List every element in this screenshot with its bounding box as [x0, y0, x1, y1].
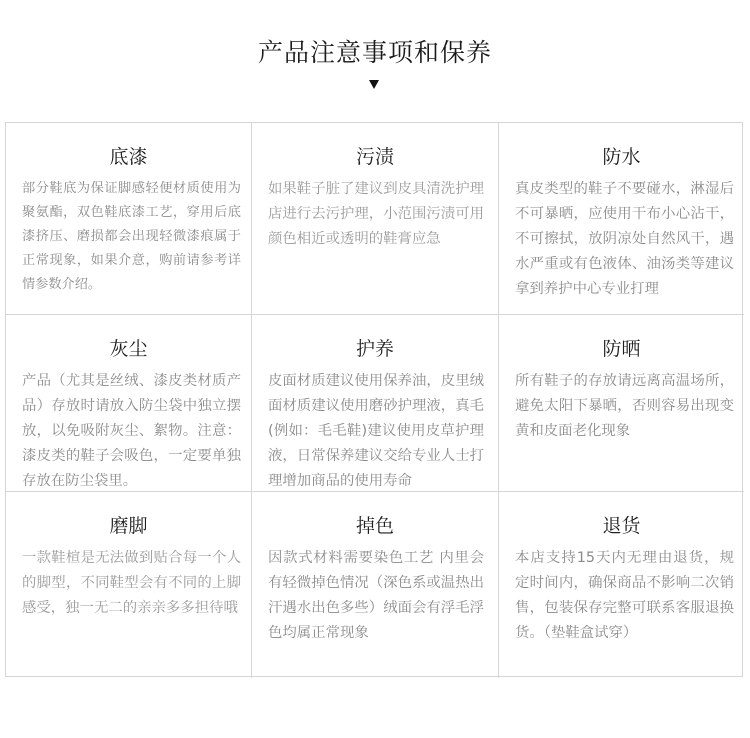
care-item-text: 皮面材质建议使用保养油，皮里绒面材质建议使用磨砂护理液，真毛(例如：毛毛鞋)建议使用皮草护理液，日常保养建议交给专业人士打理增加商品的使用寿命	[268, 373, 484, 489]
care-item-sun-protection	[499, 315, 744, 492]
care-item-title: 掉色	[355, 515, 394, 537]
care-item-text: 真皮类型的鞋子不要碰水，淋湿后不可暴晒，应使用干布小心沾干，不可擦拭，放阴凉处自然风干，遇水严重或有色液体、油汤类等建议拿到养护中心专业打理	[515, 181, 734, 297]
care-item-title: 退货	[602, 515, 641, 537]
care-item-title: 底漆	[109, 146, 148, 168]
care-item-color-fading	[252, 492, 499, 678]
care-item-waterproof	[499, 123, 744, 315]
care-item-chafing	[6, 492, 252, 678]
care-item-text: 如果鞋子脏了建议到皮具清洗护理店进行去污护理，小范围污渍可用颜色相近或透明的鞋膏应急	[268, 181, 484, 247]
care-item-title: 防晒	[602, 338, 641, 360]
care-item-returns	[499, 492, 744, 678]
care-item-dust	[6, 315, 252, 492]
care-item-title: 防水	[602, 146, 641, 168]
care-item-text: 产品（尤其是丝绒、漆皮类材质产品）存放时请放入防尘袋中独立摆放，以免吸附灰尘、絮物。注意：漆皮类的鞋子会吸色，一定要单独存放在防尘袋里。	[22, 373, 241, 489]
care-item-title: 污渍	[355, 146, 394, 168]
down-arrow-icon	[369, 80, 379, 89]
care-item-title: 磨脚	[109, 515, 148, 537]
care-item-text: 所有鞋子的存放请远离高温场所，避免太阳下暴晒，否则容易出现变黄和皮面老化现象	[515, 373, 734, 439]
care-item-title: 灰尘	[109, 338, 148, 360]
care-item-primer	[6, 123, 252, 315]
care-item-text: 本店支持15天内无理由退货，规定时间内，确保商品不影响二次销售，包装保存完整可联系客服退换货。（垫鞋盒试穿）	[515, 550, 734, 641]
care-notes-grid	[5, 122, 743, 677]
care-item-maintenance	[252, 315, 499, 492]
page-title: 产品注意事项和保养	[257, 38, 492, 67]
care-item-text: 一款鞋楦是无法做到贴合每一个人的脚型，不同鞋型会有不同的上脚感受，独一无二的亲亲多多担待哦	[22, 550, 241, 616]
care-item-title: 护养	[355, 338, 394, 360]
care-item-text: 因款式材料需要染色工艺 内里会有轻微掉色情况（深色系或温热出汗遇水出色多些）绒面会有浮毛浮色均属正常现象	[268, 550, 484, 641]
care-item-stains	[252, 123, 499, 315]
care-item-text: 部分鞋底为保证脚感轻便材质使用为聚氨酯，双色鞋底漆工艺，穿用后底漆挤压、磨损都会出现轻微漆痕属于正常现象，如果介意，购前请参考详情参数介绍。	[22, 181, 241, 292]
